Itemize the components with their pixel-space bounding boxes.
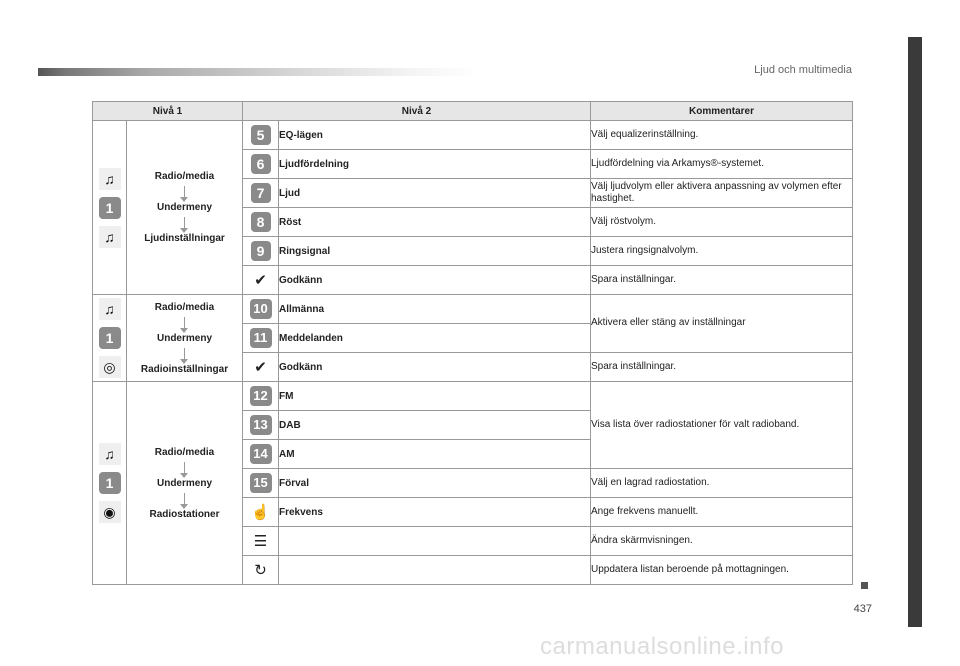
row-label: Ringsignal bbox=[279, 237, 591, 266]
radio-station-icon: ◉ bbox=[99, 501, 121, 523]
row-label: Ljudfördelning bbox=[279, 150, 591, 179]
step-badge: 1 bbox=[99, 472, 121, 494]
row-label: AM bbox=[279, 440, 591, 469]
touch-frequency-icon: ☝ bbox=[251, 504, 270, 521]
header-gradient-bar bbox=[38, 68, 478, 76]
step-badge: 1 bbox=[99, 197, 121, 219]
number-badge: 12 bbox=[250, 386, 272, 406]
header-level2: Nivå 2 bbox=[243, 102, 591, 121]
row-label: Allmänna bbox=[279, 295, 591, 324]
down-arrow-icon bbox=[184, 317, 185, 329]
row-comment: Välj en lagrad radiostation. bbox=[591, 469, 853, 498]
row-comment: Välj equalizerinställning. bbox=[591, 121, 853, 150]
section-title: Ljud och multimedia bbox=[754, 64, 852, 76]
row-label: Frekvens bbox=[279, 498, 591, 527]
row-label: Röst bbox=[279, 208, 591, 237]
settings-table bbox=[92, 101, 853, 585]
row-comment: Välj röstvolym. bbox=[591, 208, 853, 237]
row-comment: Spara inställningar. bbox=[591, 266, 853, 295]
row-comment: Justera ringsignalvolym. bbox=[591, 237, 853, 266]
row-comment: Ljudfördelning via Arkamys®-systemet. bbox=[591, 150, 853, 179]
down-arrow-icon bbox=[184, 217, 185, 229]
number-badge: 11 bbox=[250, 328, 272, 348]
number-badge: 7 bbox=[251, 183, 271, 203]
group1-icons bbox=[93, 121, 127, 295]
path-step: Radio/media bbox=[154, 301, 215, 313]
display-list-icon: ☰ bbox=[253, 533, 268, 550]
page-marker bbox=[861, 582, 868, 589]
path-step: Radiostationer bbox=[149, 508, 220, 520]
down-arrow-icon bbox=[184, 186, 185, 198]
group2-icons bbox=[93, 295, 127, 382]
path-step: Undermeny bbox=[156, 332, 212, 344]
table-row bbox=[93, 295, 853, 324]
row-comment: Ändra skärmvisningen. bbox=[591, 527, 853, 556]
down-arrow-icon bbox=[184, 493, 185, 505]
row-comment: Spara inställningar. bbox=[591, 353, 853, 382]
path-step: Undermeny bbox=[156, 202, 212, 213]
row-label bbox=[279, 556, 591, 585]
music-note-icon: ♫ bbox=[99, 298, 121, 320]
page-number: 437 bbox=[853, 603, 872, 615]
refresh-icon: ↻ bbox=[254, 562, 267, 579]
down-arrow-icon bbox=[184, 348, 185, 360]
path-step: Radio/media bbox=[154, 171, 215, 182]
path-step: Radio/media bbox=[154, 446, 215, 458]
group3-icons bbox=[93, 382, 127, 585]
number-badge: 8 bbox=[251, 212, 271, 232]
table-row bbox=[93, 121, 853, 150]
row-comment: Aktivera eller stäng av inställningar bbox=[591, 295, 853, 353]
group3-path bbox=[127, 382, 243, 585]
number-badge: 9 bbox=[251, 241, 271, 261]
music-settings-icon: ♫ bbox=[99, 226, 121, 248]
music-note-icon: ♫ bbox=[99, 168, 121, 190]
table-row bbox=[93, 382, 853, 411]
row-label bbox=[279, 527, 591, 556]
number-badge: 10 bbox=[250, 299, 272, 319]
row-label: EQ-lägen bbox=[279, 121, 591, 150]
row-label: Ljud bbox=[279, 179, 591, 208]
chapter-sidebar-tab bbox=[908, 37, 922, 627]
row-comment: Ange frekvens manuellt. bbox=[591, 498, 853, 527]
path-step: Undermeny bbox=[156, 477, 212, 489]
step-badge: 1 bbox=[99, 327, 121, 349]
checkmark-icon: ✔ bbox=[254, 359, 267, 376]
number-badge: 13 bbox=[250, 415, 272, 435]
row-label: DAB bbox=[279, 411, 591, 440]
group1-path bbox=[127, 121, 243, 295]
row-label: Förval bbox=[279, 469, 591, 498]
watermark: carmanualsonline.info bbox=[540, 633, 784, 660]
number-badge: 5 bbox=[251, 125, 271, 145]
radio-settings-icon: ◎ bbox=[99, 356, 121, 378]
row-label: FM bbox=[279, 382, 591, 411]
number-badge: 15 bbox=[250, 473, 272, 493]
music-note-icon: ♫ bbox=[99, 443, 121, 465]
row-label: Godkänn bbox=[279, 266, 591, 295]
row-comment: Uppdatera listan beroende på mottagningen. bbox=[591, 556, 853, 585]
row-label: Godkänn bbox=[279, 353, 591, 382]
row-comment: Välj ljudvolym eller aktivera anpassning av volymen efter hastighet. bbox=[591, 179, 853, 208]
row-comment: Visa lista över radiostationer för valt radioband. bbox=[591, 382, 853, 469]
path-step: Ljudinställningar bbox=[144, 233, 225, 244]
row-label: Meddelanden bbox=[279, 324, 591, 353]
group2-path bbox=[127, 295, 243, 382]
header-comments: Kommentarer bbox=[591, 102, 853, 121]
checkmark-icon: ✔ bbox=[254, 272, 267, 289]
number-badge: 6 bbox=[251, 154, 271, 174]
header-level1: Nivå 1 bbox=[93, 102, 243, 121]
number-badge: 14 bbox=[250, 444, 272, 464]
table-header-row bbox=[93, 102, 853, 121]
path-step: Radioinställningar bbox=[140, 363, 229, 375]
down-arrow-icon bbox=[184, 462, 185, 474]
